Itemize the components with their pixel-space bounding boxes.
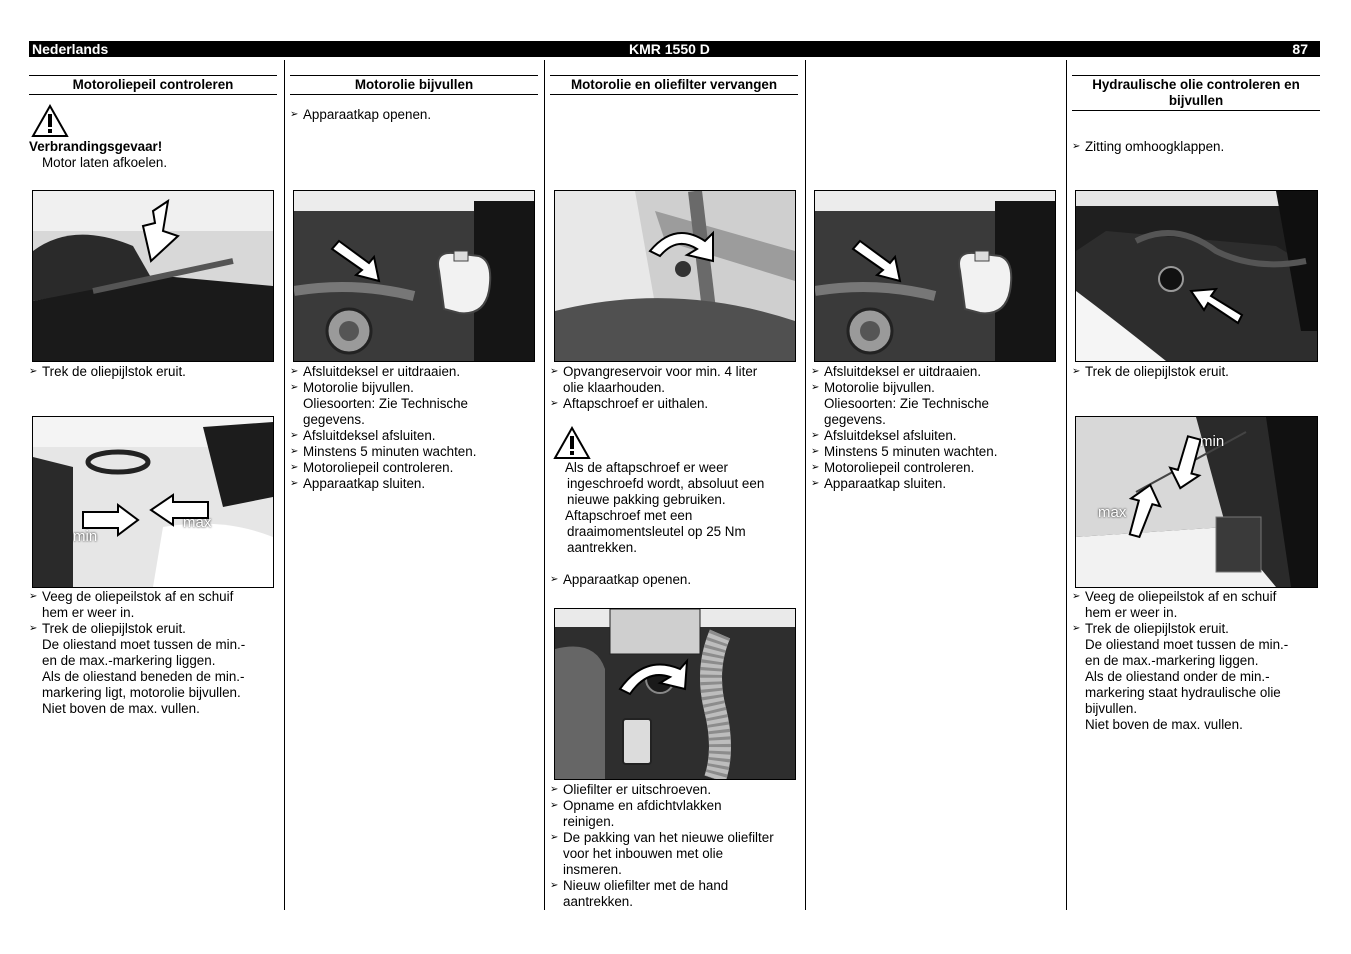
note-line: gegevens. — [303, 412, 365, 427]
warning-text: Aftapschroef met een — [565, 508, 693, 523]
note-line: Niet boven de max. vullen. — [42, 701, 200, 716]
step: ➢ Veeg de oliepeilstok af en schuif hem er weer in. — [1072, 589, 1320, 621]
step: ➢ Minstens 5 minuten wachten. — [811, 444, 1059, 460]
max-label: max — [183, 514, 212, 531]
step: ➢ Opvangreservoir voor min. 4 liter olie klaarhouden. — [550, 364, 798, 396]
step: ➢ Motoroliepeil controleren. — [811, 460, 1059, 476]
step: ➢ Apparaatkap openen. — [290, 107, 538, 123]
step: ➢ De pakking van het nieuwe oliefilter voor het inbouwen met olie insmeren. — [550, 830, 798, 878]
step: ➢ Zitting omhoogklappen. — [1072, 139, 1320, 155]
note-line: en de max.-markering liggen. — [1085, 653, 1259, 668]
step: ➢ Apparaatkap sluiten. — [811, 476, 1059, 492]
photo-engine-fill — [293, 190, 535, 362]
step: ➢ Opname en afdichtvlakken reinigen. — [550, 798, 798, 830]
section-title: Motorolie en oliefilter vervangen — [550, 75, 798, 95]
step: ➢ Aftapschroef er uithalen. — [550, 396, 798, 412]
column-divider — [1066, 60, 1067, 910]
warning-text: nieuwe pakking gebruiken. — [567, 492, 726, 507]
step: ➢ Motorolie bijvullen. — [811, 380, 1059, 396]
note-line: Als de oliestand beneden de min.- — [42, 669, 245, 684]
header-language: Nederlands — [32, 41, 109, 57]
step: ➢ Trek de oliepijlstok eruit. — [29, 621, 277, 637]
page-header — [29, 41, 1320, 57]
step: ➢ Afsluitdeksel afsluiten. — [811, 428, 1059, 444]
note-line: gegevens. — [824, 412, 886, 427]
note-line: Oliesoorten: Zie Technische — [303, 396, 468, 411]
section-title: Motoroliepeil controleren — [29, 75, 277, 95]
note-line: De oliestand moet tussen de min.- — [1085, 637, 1289, 652]
step: ➢ Motorolie bijvullen. — [290, 380, 538, 396]
warning-triangle-icon — [553, 426, 591, 460]
photo-hydraulic-dipstick — [1075, 416, 1318, 588]
warning-text: aantrekken. — [567, 540, 637, 555]
column-divider — [284, 60, 285, 910]
column-divider — [544, 60, 545, 910]
section-title: Motorolie bijvullen — [290, 75, 538, 95]
column-motoroliepeil — [29, 60, 277, 910]
warning-text: draaimomentsleutel op 25 Nm — [567, 524, 746, 539]
step: ➢ Motoroliepeil controleren. — [290, 460, 538, 476]
max-label: max — [1098, 504, 1127, 521]
note-line: De oliestand moet tussen de min.- — [42, 637, 246, 652]
photo-seat-dipstick — [32, 190, 274, 362]
min-label: min — [1200, 433, 1225, 450]
warning-text: ingeschroefd wordt, absoluut een — [567, 476, 765, 491]
note-line: bijvullen. — [1085, 701, 1138, 716]
section-title: Hydraulische olie controleren en bijvullen — [1072, 75, 1320, 111]
step: ➢ Minstens 5 minuten wachten. — [290, 444, 538, 460]
photo-dipstick-min-max — [32, 416, 274, 588]
column-divider — [805, 60, 806, 910]
step: ➢ Trek de oliepijlstok eruit. — [29, 364, 277, 380]
step: ➢ Afsluitdeksel er uitdraaien. — [290, 364, 538, 380]
column-olie-oliefilter — [550, 60, 798, 910]
header-model: KMR 1550 D — [629, 41, 710, 57]
note-line: Als de oliestand onder de min.- — [1085, 669, 1270, 684]
note-line: markering ligt, motorolie bijvullen. — [42, 685, 241, 700]
note-line: en de max.-markering liggen. — [42, 653, 216, 668]
column-motorolie-bijvullen — [290, 60, 538, 910]
note-line: Niet boven de max. vullen. — [1085, 717, 1243, 732]
photo-oil-filter — [554, 608, 796, 780]
note-line: Oliesoorten: Zie Technische — [824, 396, 989, 411]
warning-text: Motor laten afkoelen. — [42, 155, 168, 170]
column-motorolie-bijvullen-2 — [811, 60, 1059, 910]
step: ➢ Nieuw oliefilter met de hand aantrekken. — [550, 878, 798, 910]
photo-drain-plug — [554, 190, 796, 362]
min-label: min — [73, 528, 98, 545]
photo-engine-fill — [814, 190, 1056, 362]
warning-triangle-icon — [31, 104, 69, 138]
step: ➢ Apparaatkap sluiten. — [290, 476, 538, 492]
step: ➢ Apparaatkap openen. — [550, 572, 798, 588]
photo-hydraulic-tank — [1075, 190, 1318, 362]
step: ➢ Afsluitdeksel afsluiten. — [290, 428, 538, 444]
warning-text: Als de aftapschroef er weer — [565, 460, 729, 475]
step: ➢ Afsluitdeksel er uitdraaien. — [811, 364, 1059, 380]
step: ➢ Trek de oliepijlstok eruit. — [1072, 364, 1320, 380]
step: ➢ Trek de oliepijlstok eruit. — [1072, 621, 1320, 637]
header-page-number: 87 — [1292, 41, 1308, 57]
step: ➢ Oliefilter er uitschroeven. — [550, 782, 798, 798]
step: ➢ Veeg de oliepeilstok af en schuif hem er weer in. — [29, 589, 277, 621]
warning-title: Verbrandingsgevaar! — [29, 139, 163, 154]
note-line: markering staat hydraulische olie — [1085, 685, 1281, 700]
column-hydraulische-olie — [1072, 60, 1320, 910]
